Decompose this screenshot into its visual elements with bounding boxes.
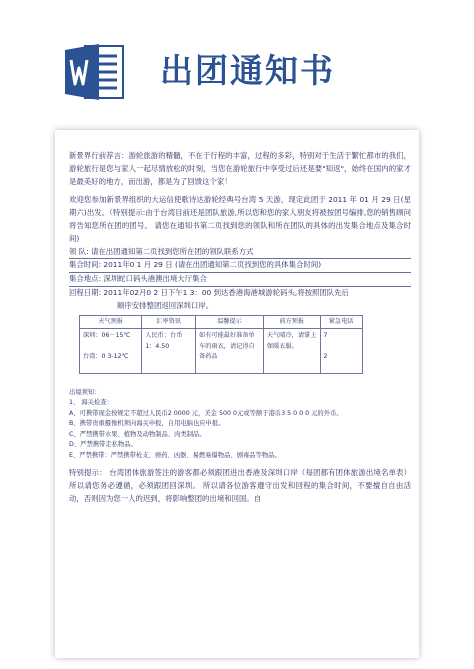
gather-time-line: 集合时间: 2011年0 1 月 29 日 (请在出团通知第二页找到您的具体集合时间) (69, 259, 411, 273)
table-header-row (80, 315, 363, 329)
return-time-line: 回程日期: 2011年02月0 2 日下午1 3：00 到达香港海港城游轮码头,将按照团队先后 (69, 287, 349, 297)
table-header-cell: 汇率资讯 (142, 315, 196, 329)
table-cell: 深圳：06－15℃ 台湾：0 3-12℃ (80, 329, 142, 374)
list-item: A、可携带现金按规定不超过人民币2 0000 元，美金 500 0元或等额于港币3 5 0 0 0 元的外币。 (69, 409, 343, 417)
list-item: E、严禁携带：严禁携带枪支、弹药、凶器、易燃易爆物品、剧毒品等物品。 (69, 451, 281, 459)
table-cell: 人民币：台币 1：4.50 (142, 329, 196, 374)
list-item: C、严禁携带水果、植物及动物制品、肉类制品。 (69, 430, 206, 438)
welcome-paragraph: 欢迎您参加新景界组织的大运信使歌诗达游轮经典号台湾 5 天游，现定此团于 2011 年 01 月 29 日(星期六)出发。（特别提示:由于台湾目前还是团队旅游,所以您和您的家人朋友将被按团号编排,您的销售顾问将告知您所在团的团号。 请您在通知书第二页找到您的领队和所在团队的具体的出发集合地点及集合时间) (69, 195, 411, 243)
leader-line: 领 队: 请在出团通知第二页找到您所在团的领队联系方式 (69, 246, 411, 260)
table-row (80, 329, 363, 374)
notice-title: 出境须知： (69, 389, 101, 397)
gather-place-line: 集合地点: 深圳蛇口码头港澳出境大厅集合 (69, 273, 411, 287)
table-header-cell: 紧急电话 (320, 315, 362, 329)
word-document-icon (63, 42, 127, 102)
list-item: B、携带贵重摄像机须向海关申报，自用电脑也应申报。 (69, 420, 225, 428)
return-note: 顺序安排整团返回深圳口岸。 (117, 300, 214, 310)
document-page (55, 130, 419, 658)
table-header-cell: 天气预报 (80, 315, 142, 329)
list-item: 1、 海关检查： (69, 399, 113, 407)
list-item: D、严禁携带走私物品。 (69, 441, 137, 449)
table-header-cell: 前方预报 (263, 315, 320, 329)
special-note: 特别提示： 台湾团体旅游签注的游客都必须跟团进出香港及深圳口岸（每团都有团体旅游出境名单表）所以请您务必遵循，必须跟团回深圳。 所以请各位游客遵守出发和回程的集合时间，不要擅自自由活动，否则因为您一人的迟到，将影响整团的出境和回国。自 (69, 467, 411, 503)
table-header-cell: 温馨提示 (196, 315, 264, 329)
table-cell: 天气晴冷，请掌上保暖衣服。 (263, 329, 320, 374)
header (0, 0, 474, 118)
table-cell: 如有可能最好准备单车的雨衣，请记得自备药品 (196, 329, 264, 374)
table-cell: 7 2 (320, 329, 362, 374)
document-content (69, 150, 411, 505)
weather-table (79, 315, 363, 375)
page-title: 出团通知书 (160, 51, 335, 90)
intro-paragraph: 新景界行前荐言：游轮旅游的精髓，不在于行程的丰富，过程的多彩，特别对于生活于繁忙都市的我们，游轮旅行是您与家人一起尽情放松的时刻，当您在游轮旅行中享受过后还是要"知返"，始终在国内的家才是最美好的地方，而出游，都是为了回馈这个家！ (69, 151, 411, 186)
